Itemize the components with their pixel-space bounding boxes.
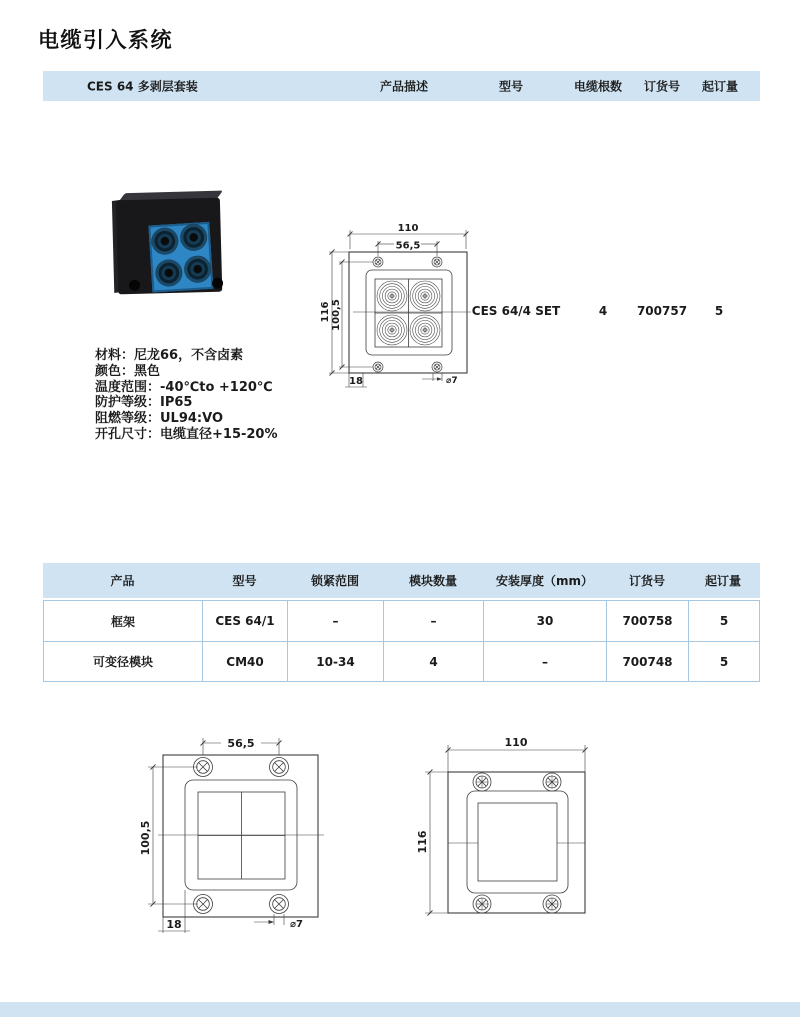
- spec-line-color: 颜色：黑色: [95, 363, 161, 379]
- table-cell: –: [384, 601, 484, 641]
- column-header-model: 型号: [498, 79, 524, 94]
- th-module-qty: 模块数量: [408, 574, 457, 588]
- table-cell: 框架: [44, 601, 203, 641]
- frame-front-drawing: [138, 726, 330, 940]
- dim-inner-width-label: 56,5: [395, 240, 421, 252]
- assembled-set-drawing: [320, 215, 475, 393]
- dim-width-label: 110: [504, 736, 528, 749]
- spec-line-temp: 温度范围：-40℃to +120℃: [95, 379, 273, 395]
- dim-hole-label: ⌀7: [290, 919, 303, 930]
- spec-line-material: 材料：尼龙66，不含卤素: [95, 348, 244, 363]
- table-cell: 5: [719, 654, 729, 669]
- dim-hole-label: ⌀7: [446, 376, 458, 386]
- set-cable-count: 4: [598, 304, 608, 318]
- footer-accent-bar: [0, 1002, 800, 1017]
- spec-list: [95, 348, 278, 443]
- table-cell: 4: [384, 642, 484, 681]
- table-cell: CM40: [203, 642, 288, 681]
- spec-line-holesize: 开孔尺寸：电缆直径+15-20%: [95, 426, 278, 442]
- th-product: 产品: [110, 574, 135, 588]
- table-cell: 700758: [607, 601, 689, 641]
- table-cell: 10-34: [288, 642, 384, 681]
- column-header-moq: 起订量: [701, 79, 739, 94]
- table-cell: 5: [719, 614, 729, 628]
- photo-front-face: [116, 198, 222, 295]
- dim-width-label: 110: [397, 223, 419, 234]
- section-header-bar: [43, 71, 760, 101]
- column-header-description: 产品描述: [379, 79, 429, 94]
- cable-seal: [151, 227, 180, 256]
- dim-inner-height-label: 100,5: [139, 820, 152, 856]
- th-clamp-range: 锁紧范围: [310, 574, 359, 588]
- parts-table: [43, 563, 760, 682]
- table-cell: 可变径模块: [44, 642, 203, 681]
- cable-seal: [155, 259, 184, 288]
- table-row: [44, 641, 759, 681]
- mounting-hole: [212, 278, 223, 289]
- set-moq: 5: [714, 304, 724, 318]
- parts-table-body: [43, 600, 760, 682]
- dim-offset-label: 18: [166, 918, 182, 931]
- th-moq: 起订量: [704, 574, 741, 588]
- dim-inner-height-label: 100,5: [331, 299, 342, 331]
- parts-table-header-row: [43, 563, 760, 598]
- set-model: CES 64/4 SET: [471, 304, 561, 318]
- page-title: 电缆引入系统: [38, 28, 173, 52]
- photo-module-panel: [148, 222, 213, 293]
- th-model: 型号: [232, 574, 257, 588]
- table-cell: 700748: [607, 642, 689, 681]
- spec-line-ip: 防护等级：IP65: [95, 395, 193, 411]
- column-header-cable-count: 电缆根数: [573, 79, 623, 94]
- th-order-no: 订货号: [628, 574, 665, 588]
- dim-height-label: 116: [320, 301, 331, 323]
- table-cell: 30: [484, 601, 607, 641]
- mounting-hole: [129, 280, 140, 291]
- product-photo: [112, 190, 227, 297]
- cable-seal: [179, 223, 208, 252]
- dim-height-label: 116: [416, 830, 429, 854]
- dim-inner-width-label: 56,5: [227, 737, 255, 750]
- table-cell: CES 64/1: [203, 601, 288, 641]
- product-series-name: CES 64 多剥层套装: [87, 79, 198, 94]
- table-row: [44, 601, 759, 641]
- column-header-order-no: 订货号: [643, 79, 681, 94]
- dim-offset-label: 18: [349, 376, 363, 387]
- frame-rear-drawing: [416, 730, 594, 922]
- table-cell: –: [484, 642, 607, 681]
- spec-line-flame: 阻燃等级：UL94:VO: [95, 411, 224, 427]
- cable-seal: [183, 255, 212, 284]
- set-order-no: 700757: [636, 304, 688, 318]
- table-cell: –: [288, 601, 384, 641]
- th-mount-thickness: 安装厚度（mm）: [495, 574, 593, 588]
